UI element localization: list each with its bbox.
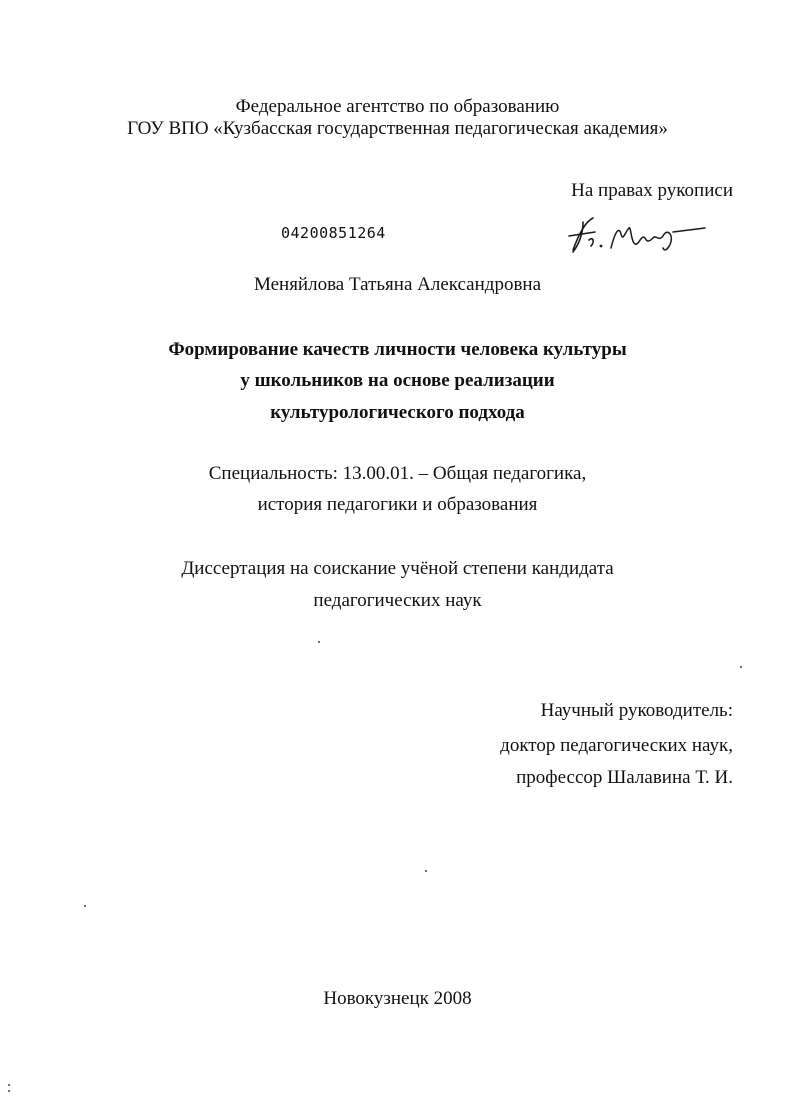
title-line-2: у школьников на основе реализации [240, 370, 555, 391]
title-line-3: культурологического подхода [270, 402, 525, 423]
scan-speck [8, 1090, 10, 1092]
agency-heading: Федеральное агентство по образованию [235, 96, 560, 117]
scan-speck [425, 870, 427, 872]
supervisor-name: профессор Шалавина Т. И. [516, 767, 733, 788]
document-number: 04200851264 [281, 224, 386, 242]
supervisor-degree: доктор педагогических наук, [500, 735, 733, 756]
institution-heading: ГОУ ВПО «Кузбасская государственная педагогическая академия» [127, 118, 668, 139]
specialty-line-2: история педагогики и образования [257, 494, 538, 515]
supervisor-label: Научный руководитель: [540, 700, 733, 721]
specialty-line-1: Специальность: 13.00.01. – Общая педагогика, [208, 463, 587, 484]
scan-speck [8, 1084, 10, 1086]
manuscript-note: На правах рукописи [571, 180, 733, 201]
title-line-1: Формирование качеств личности человека культуры [168, 339, 627, 360]
scan-speck [318, 641, 320, 643]
city-year: Новокузнецк 2008 [323, 988, 472, 1009]
dissertation-line-2: педагогических наук [313, 590, 482, 611]
author-name: Меняйлова Татьяна Александровна [253, 274, 542, 295]
dissertation-line-1: Диссертация на соискание учёной степени кандидата [181, 558, 614, 579]
scan-speck [740, 666, 742, 668]
signature-icon [565, 212, 715, 260]
scan-speck [84, 905, 86, 907]
